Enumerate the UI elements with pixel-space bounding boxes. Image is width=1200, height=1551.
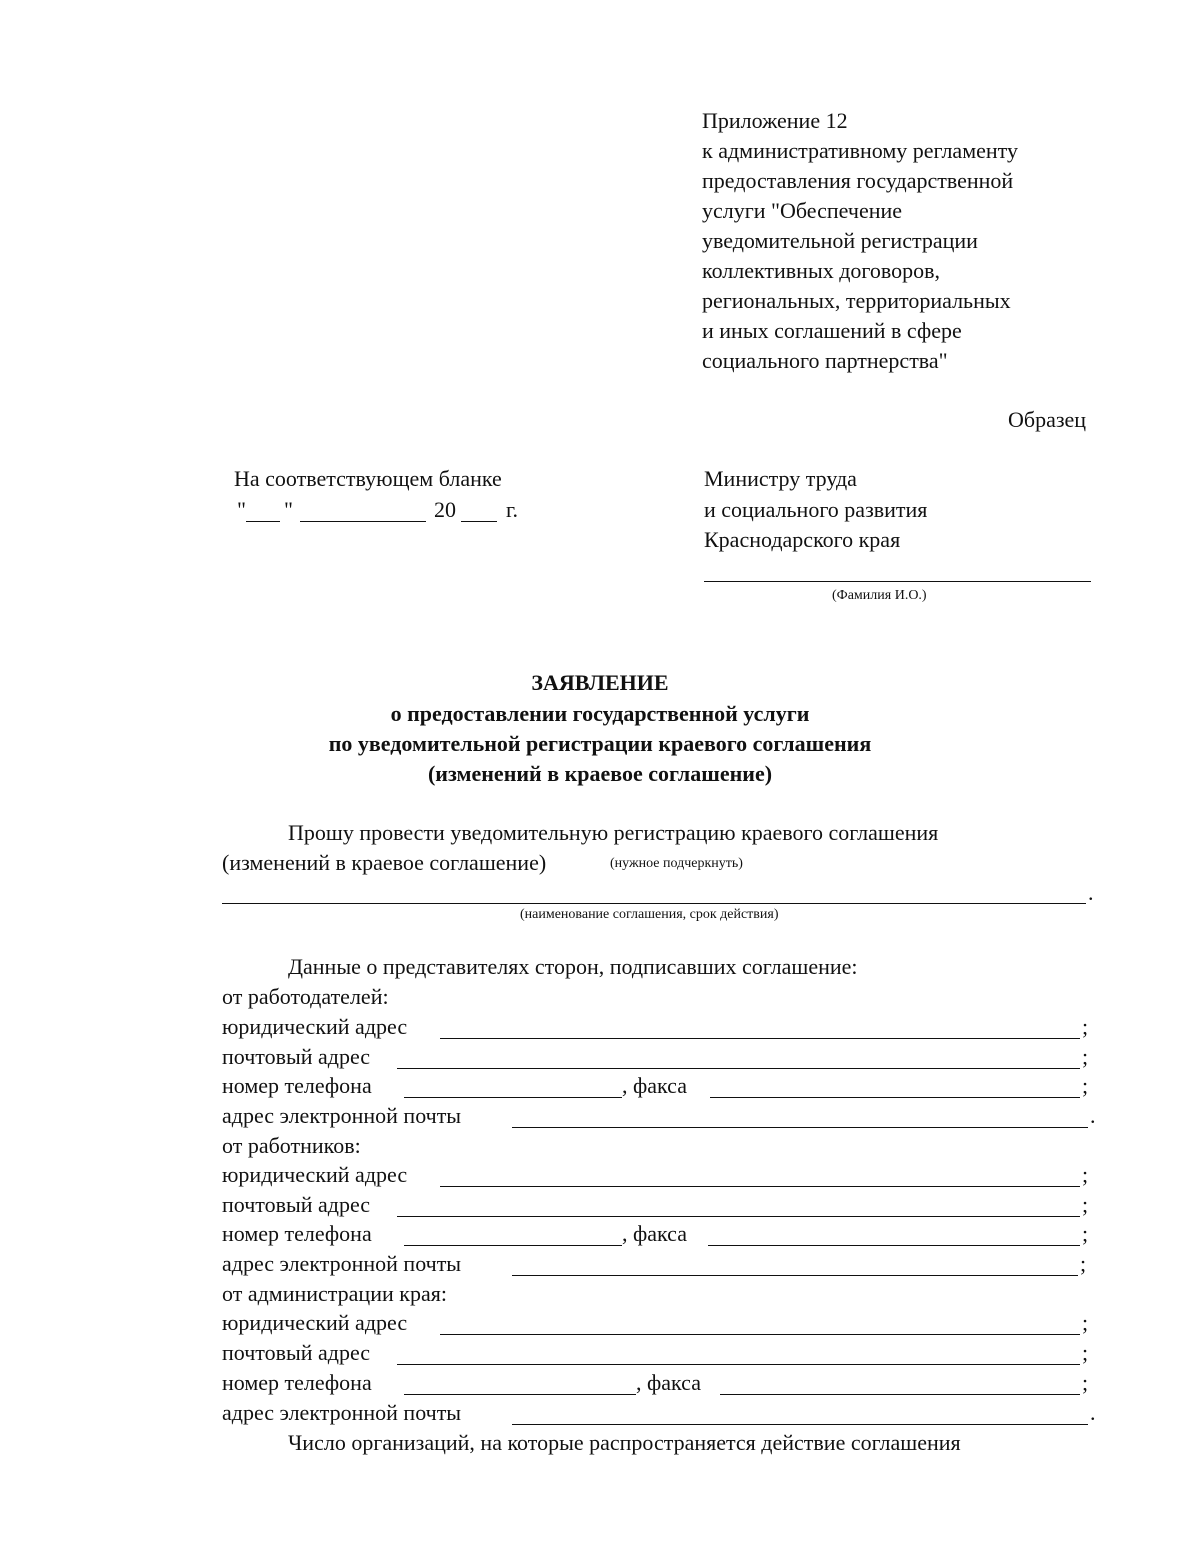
addressee-line: и социального развития — [704, 497, 928, 522]
email-row — [222, 1103, 461, 1133]
request-text: (изменений в краевое соглашение) — [222, 850, 547, 875]
email-label: адрес электронной почты — [222, 1251, 462, 1276]
legal-address-row — [222, 1014, 407, 1044]
date-year-prefix: 20 — [434, 497, 456, 522]
request-end-dot: . — [1088, 880, 1094, 905]
semicolon: ; — [1082, 1370, 1089, 1395]
legal-address-row — [222, 1310, 407, 1340]
document-subtitle: о предоставлении государственной услуги — [390, 701, 810, 726]
group-employers: от работодателей: — [222, 984, 389, 1009]
request-note: (нужное подчеркнуть) — [610, 856, 743, 871]
workers-fax-field[interactable] — [708, 1245, 1080, 1246]
letterhead-note: На соответствующем бланке — [234, 466, 502, 491]
date-day-blank[interactable] — [246, 521, 280, 522]
employers-legal-address-field[interactable] — [440, 1038, 1080, 1039]
phone-row — [222, 1221, 372, 1251]
fax-label: , факса — [636, 1370, 701, 1395]
postal-address-row — [222, 1340, 370, 1370]
addressee-line: Министру труда — [704, 466, 857, 491]
appendix-line: Приложение 12 — [702, 108, 848, 133]
group-workers: от работников: — [222, 1133, 361, 1158]
email-label: адрес электронной почты — [222, 1400, 462, 1425]
postal-address-row — [222, 1044, 370, 1074]
semicolon: ; — [1082, 1073, 1089, 1098]
workers-legal-address-field[interactable] — [440, 1186, 1080, 1187]
semicolon: ; — [1082, 1192, 1089, 1217]
phone-label: номер телефона — [222, 1073, 372, 1098]
appendix-line: уведомительной регистрации — [702, 228, 978, 253]
semicolon: ; — [1082, 1014, 1089, 1039]
postal-address-row — [222, 1192, 370, 1222]
semicolon: ; — [1082, 1310, 1089, 1335]
date-year-blank[interactable] — [461, 521, 497, 522]
employers-email-field[interactable] — [512, 1127, 1088, 1128]
email-label: адрес электронной почты — [222, 1103, 462, 1128]
employers-fax-field[interactable] — [710, 1097, 1080, 1098]
group-administration: от администрации края: — [222, 1281, 447, 1306]
fax-label: , факса — [622, 1221, 687, 1246]
email-row — [222, 1400, 461, 1430]
agreement-name-blank[interactable] — [222, 903, 1086, 904]
semicolon: ; — [1082, 1340, 1089, 1365]
appendix-line: услуги "Обеспечение — [702, 198, 903, 223]
semicolon: ; — [1082, 1044, 1089, 1069]
date-quote-close: " — [284, 497, 293, 522]
appendix-block — [702, 106, 1018, 376]
administration-legal-address-field[interactable] — [440, 1334, 1080, 1335]
legal-address-label: юридический адрес — [222, 1014, 408, 1039]
appendix-line: предоставления государственной — [702, 168, 1014, 193]
phone-row — [222, 1370, 372, 1400]
appendix-line: и иных соглашений в сфере — [702, 318, 962, 343]
appendix-line: к административному регламенту — [702, 138, 1018, 163]
organizations-count-text: Число организаций, на которые распространяется действие соглашения — [288, 1430, 961, 1455]
document-subtitle: (изменений в краевое соглашение) — [427, 761, 773, 786]
appendix-line: социального партнерства" — [702, 348, 948, 373]
employers-postal-address-field[interactable] — [397, 1068, 1080, 1069]
appendix-line: коллективных договоров, — [702, 258, 941, 283]
workers-postal-address-field[interactable] — [397, 1216, 1080, 1217]
legal-address-label: юридический адрес — [222, 1162, 408, 1187]
legal-address-row — [222, 1162, 407, 1192]
workers-phone-field[interactable] — [404, 1245, 622, 1246]
phone-label: номер телефона — [222, 1221, 372, 1246]
employers-phone-field[interactable] — [404, 1097, 622, 1098]
semicolon: ; — [1080, 1251, 1087, 1276]
dot: . — [1090, 1400, 1096, 1425]
workers-email-field[interactable] — [512, 1275, 1078, 1276]
request-text: Прошу провести уведомительную регистрацию краевого соглашения — [288, 820, 939, 845]
addressee-name-blank[interactable] — [704, 581, 1091, 582]
administration-postal-address-field[interactable] — [397, 1364, 1080, 1365]
parties-intro: Данные о представителях сторон, подписавших соглашение: — [288, 954, 858, 979]
sample-label: Образец — [1008, 407, 1087, 432]
date-month-blank[interactable] — [300, 521, 426, 522]
semicolon: ; — [1082, 1162, 1089, 1187]
document-title: ЗАЯВЛЕНИЕ — [531, 670, 669, 695]
date-year-suffix: г. — [506, 497, 519, 522]
phone-label: номер телефона — [222, 1370, 372, 1395]
appendix-line: региональных, территориальных — [702, 288, 1011, 313]
document-subtitle: по уведомительной регистрации краевого соглашения — [328, 731, 872, 756]
administration-email-field[interactable] — [512, 1424, 1088, 1425]
fax-label: , факса — [622, 1073, 687, 1098]
phone-row — [222, 1073, 372, 1103]
dot: . — [1090, 1103, 1096, 1128]
postal-address-label: почтовый адрес — [222, 1192, 371, 1217]
agreement-caption: (наименование соглашения, срок действия) — [520, 907, 779, 922]
addressee-line: Краснодарского края — [704, 527, 901, 552]
date-quote-open: " — [237, 497, 246, 522]
semicolon: ; — [1082, 1221, 1089, 1246]
postal-address-label: почтовый адрес — [222, 1044, 371, 1069]
postal-address-label: почтовый адрес — [222, 1340, 371, 1365]
administration-phone-field[interactable] — [404, 1394, 636, 1395]
email-row — [222, 1251, 461, 1281]
signature-caption: (Фамилия И.О.) — [832, 588, 927, 603]
administration-fax-field[interactable] — [720, 1394, 1080, 1395]
legal-address-label: юридический адрес — [222, 1310, 408, 1335]
